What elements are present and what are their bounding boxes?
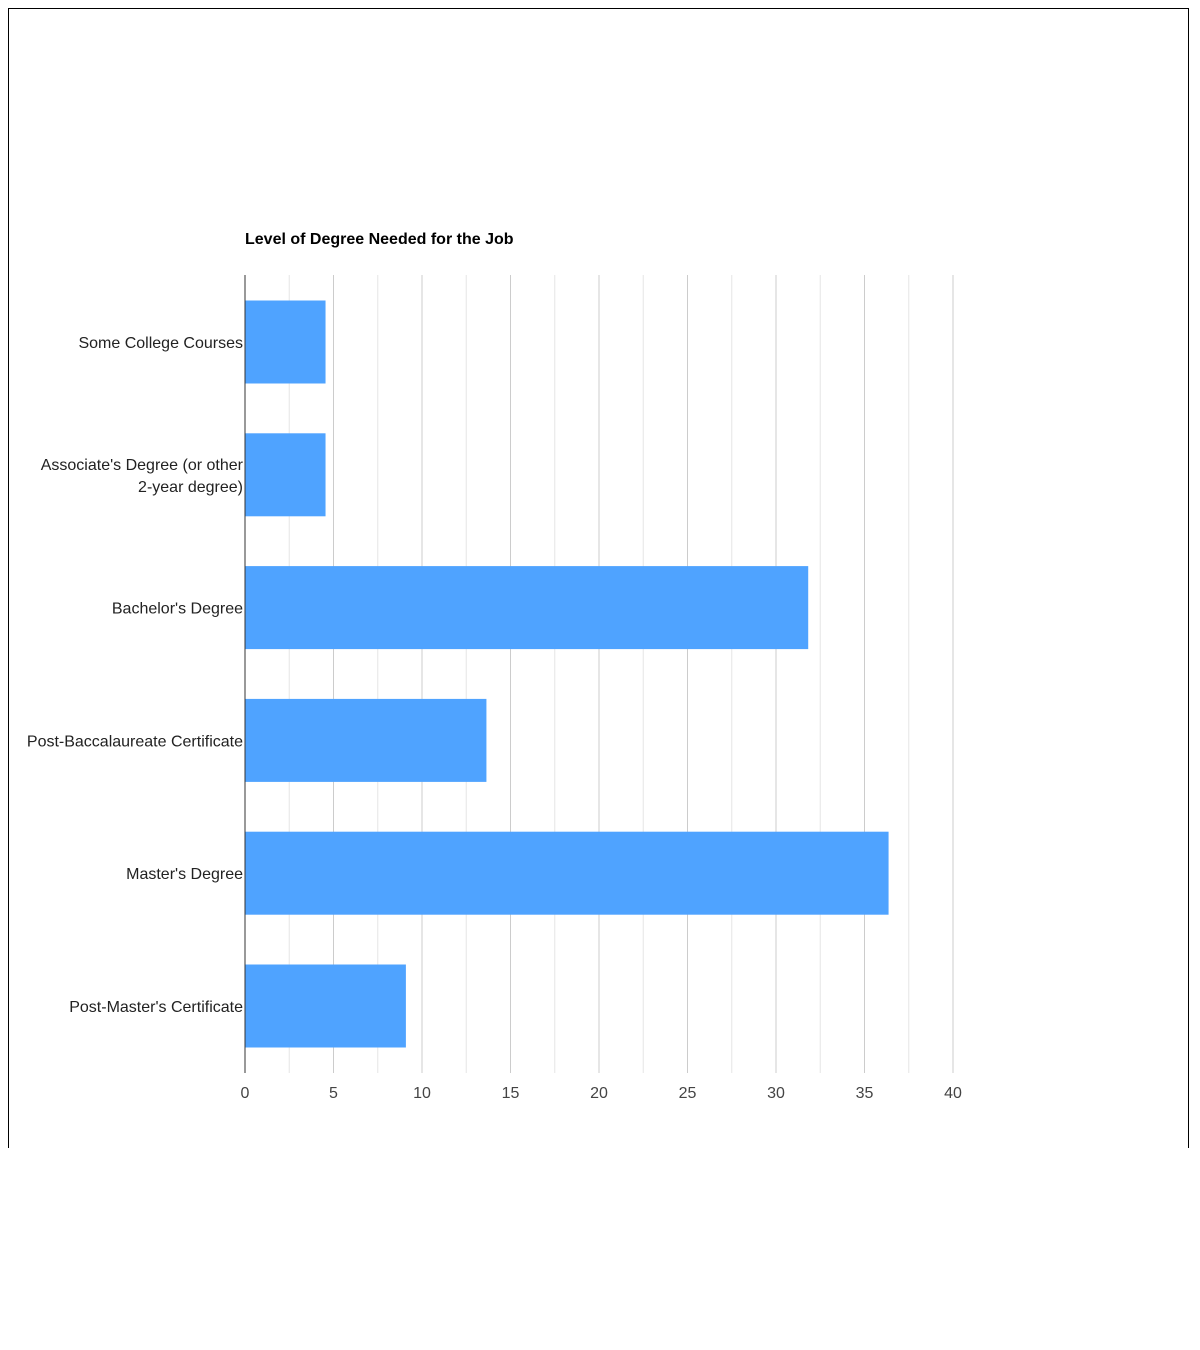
- category-label: Post-Baccalaureate Certificate: [26, 733, 243, 751]
- bar-5: [245, 832, 889, 915]
- category-label: Master's Degree: [126, 866, 243, 884]
- x-tick-label: 15: [501, 1085, 520, 1102]
- x-tick-label: 30: [767, 1085, 785, 1102]
- category-label: 2-year degree): [138, 478, 243, 496]
- bar-4: [245, 699, 486, 782]
- bar-3: [245, 566, 808, 649]
- x-tick-label: 5: [329, 1085, 338, 1102]
- bars: [245, 301, 889, 1048]
- x-tick-label: 25: [678, 1085, 697, 1102]
- x-axis-ticks: [241, 1085, 962, 1102]
- bar-1: [245, 301, 326, 384]
- category-labels: [27, 335, 244, 1016]
- chart-title: Level of Degree Needed for the Job: [245, 231, 514, 248]
- category-label: Bachelor's Degree: [111, 600, 243, 618]
- x-tick-label: 20: [590, 1085, 608, 1102]
- x-tick-label: 40: [944, 1085, 962, 1102]
- x-tick-label: 0: [240, 1085, 250, 1102]
- bar-2: [245, 433, 326, 516]
- x-tick-label: 10: [413, 1085, 431, 1102]
- x-tick-label: 35: [855, 1085, 874, 1102]
- bar-6: [245, 965, 406, 1048]
- category-label: Associate's Degree (or other: [40, 456, 243, 474]
- grid-lines: [289, 275, 953, 1073]
- category-label: Post-Master's Certificate: [69, 999, 243, 1016]
- category-label: Some College Courses: [78, 335, 243, 352]
